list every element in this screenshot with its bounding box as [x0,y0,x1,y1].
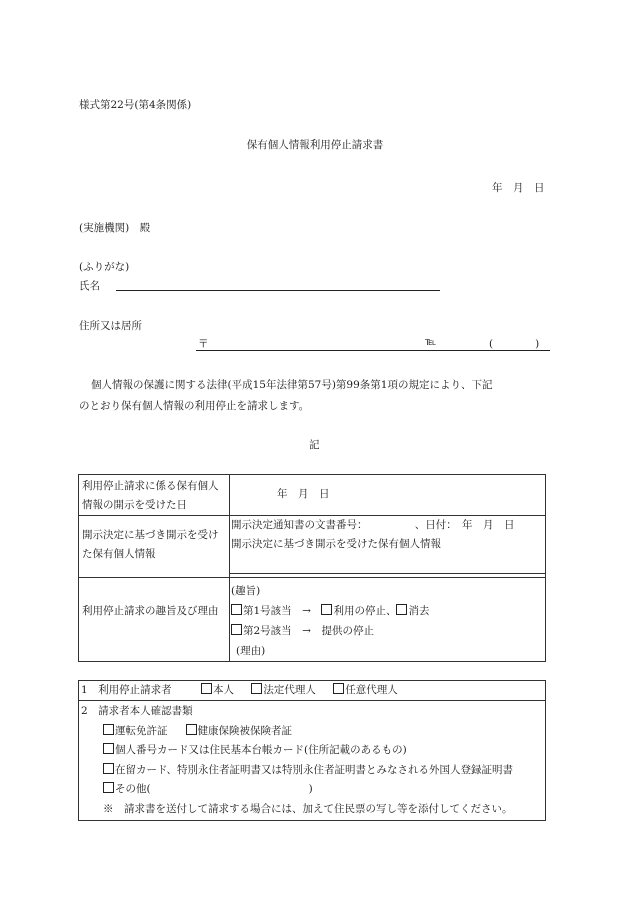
purpose-label: 利用停止請求の趣旨及び理由 [82,605,219,617]
checkbox-clause-1[interactable] [231,604,242,615]
disclosed-info-label: 開示決定に基づき開示を受けた保有個人情報 [82,529,219,560]
checkbox-mynumber-card[interactable] [103,743,114,754]
furigana-label: (ふりがな) [79,261,130,273]
disclosed-info-label-cell [79,516,230,578]
intro-line-2: のとおり保有個人情報の利用停止を請求します。 [79,400,310,412]
mail-note: ※ 請求書を送付して請求する場合には、加えて住民票の写し等を添付してください。 [103,802,513,815]
form-number: 様式第22号(第4条関係) [79,99,192,111]
cell-divider [230,573,545,574]
checkbox-self[interactable] [201,683,212,694]
disclosed-info-cell[interactable] [230,516,546,578]
name-label: 氏名 [79,280,100,292]
checkbox-stop-use[interactable] [321,604,332,615]
doc-line-2: 個人番号カード又は住民基本台帳カード(住所記載のあるもの) [81,741,545,761]
intro-line-1: 個人情報の保護に関する法律(平成15年法律第57号)第99条第1項の規定により、下記 [91,379,493,391]
purpose-cell[interactable] [230,578,546,662]
address-underline[interactable] [196,350,550,351]
page-title: 保有個人情報利用停止請求書 [246,139,384,151]
purpose-heading: (趣旨) [231,585,261,597]
checkbox-drivers-license[interactable] [103,724,114,735]
identity-docs-label: 2 請求者本人確認書類 [81,705,193,717]
requester-table [78,680,546,821]
option-clause-2: 第2号該当 → 提供の停止 [231,621,545,641]
checkbox-health-insurance[interactable] [186,724,197,735]
checkbox-clause-2[interactable] [231,624,242,635]
purpose-label-cell [79,578,230,662]
received-date-cell[interactable] [230,475,546,516]
date-line: 年 月 日 [492,182,545,194]
identity-docs-row [79,701,546,821]
received-date-value: 年 月 日 [277,488,330,500]
recipient: (実施機関) 殿 [79,222,151,234]
notice-number-line: 開示決定通知書の文書番号： 、日付： 年 月 日 [231,519,515,531]
doc-line-3: 在留カード、特別永住者証明書又は特別永住者証明書とみなされる外国人登録証明書 [81,761,545,781]
name-underline[interactable] [116,290,440,291]
postal-mark: 〒 [198,338,209,350]
checkbox-voluntary-rep[interactable] [333,683,344,694]
request-details-table [78,474,546,662]
tel-paren: ( ) [489,338,540,350]
ki-heading: 記 [309,439,320,451]
address-label: 住所又は居所 [79,320,142,332]
reason-heading: (理由) [236,645,266,657]
option-clause-1: 第1号該当 → 利用の停止、 消去 [231,601,545,621]
requester-type-label: 1 利用停止請求者 [81,684,172,696]
checkbox-other[interactable] [103,782,114,793]
doc-line-1: 運転免許証 健康保険被保険者証 [81,722,545,742]
checkbox-delete[interactable] [396,604,407,615]
received-date-label: 利用停止請求に係る保有個人情報の開示を受けた日 [82,480,219,511]
checkbox-legal-rep[interactable] [251,683,262,694]
received-date-label-cell [79,475,230,516]
checkbox-residence-card[interactable] [103,763,114,774]
disclosed-info-line: 開示決定に基づき開示を受けた保有個人情報 [231,538,441,550]
tel-mark: ℡ [425,336,437,348]
requester-type-row: 1 利用停止請求者 本人 法定代理人 任意代理人 [79,681,546,701]
doc-line-4: その他( ) [81,780,545,800]
